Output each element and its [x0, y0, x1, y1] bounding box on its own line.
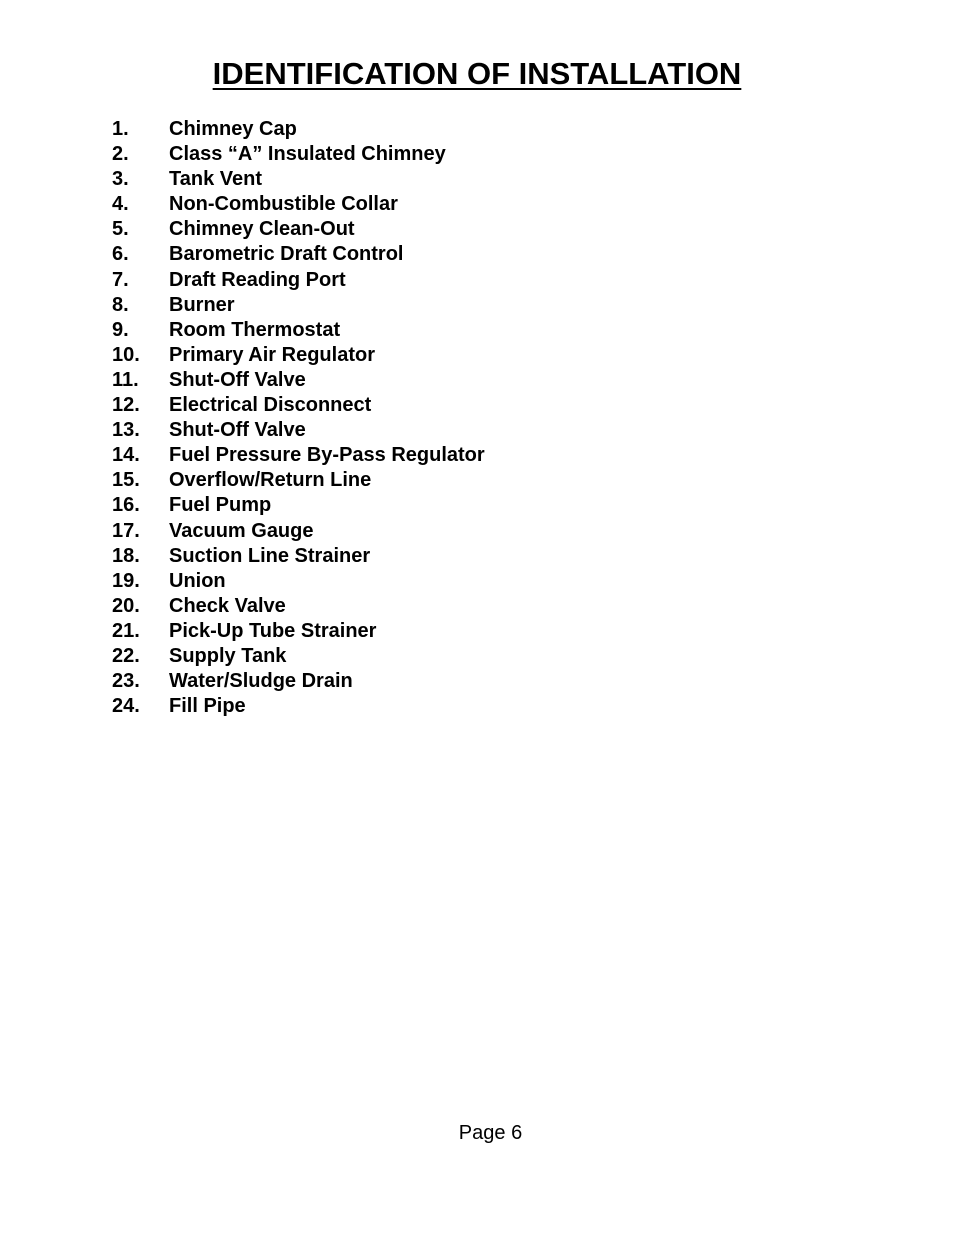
item-number: 23. [112, 670, 140, 693]
list-item [112, 443, 485, 468]
item-number: 3. [112, 168, 129, 191]
item-label: Shut-Off Valve [169, 368, 306, 391]
item-number: 7. [112, 268, 129, 291]
item-number: 8. [112, 293, 129, 316]
item-number: 17. [112, 519, 140, 542]
item-number: 18. [112, 544, 140, 567]
item-label: Shut-Off Valve [169, 419, 306, 442]
list-item [112, 167, 485, 192]
item-label: Non-Combustible Collar [169, 193, 398, 216]
page-number: Page 6 [458, 1122, 523, 1144]
list-item [112, 268, 485, 293]
item-label: Chimney Clean-Out [169, 218, 355, 241]
item-label: Vacuum Gauge [169, 519, 314, 542]
item-label: Fuel Pump [169, 494, 272, 517]
list-item [112, 393, 485, 418]
list-item [112, 619, 485, 644]
item-label: Class “A” Insulated Chimney [169, 143, 446, 166]
list-item [112, 368, 485, 393]
list-item [112, 242, 485, 267]
list-item [112, 192, 485, 217]
installation-component-list [112, 117, 485, 719]
item-number: 15. [112, 469, 140, 492]
item-number: 22. [112, 644, 140, 667]
item-label: Supply Tank [169, 644, 287, 667]
item-number: 24. [112, 695, 140, 718]
list-item [112, 493, 485, 518]
list-item [112, 519, 485, 544]
list-item [112, 694, 485, 719]
item-number: 5. [112, 218, 129, 241]
item-number: 13. [112, 419, 140, 442]
page-title: IDENTIFICATION OF INSTALLATION [212, 56, 742, 91]
item-label: Union [169, 569, 226, 592]
list-item [112, 217, 485, 242]
item-number: 2. [112, 143, 129, 166]
item-number: 1. [112, 118, 129, 140]
item-number: 4. [112, 193, 129, 216]
item-label: Check Valve [169, 594, 286, 617]
item-label: Draft Reading Port [169, 268, 346, 291]
item-number: 14. [112, 444, 140, 467]
item-label: Barometric Draft Control [169, 243, 404, 266]
item-label: Chimney Cap [169, 118, 297, 140]
list-item [112, 594, 485, 619]
list-item [112, 293, 485, 318]
item-number: 16. [112, 494, 140, 517]
item-number: 9. [112, 318, 129, 341]
list-item [112, 569, 485, 594]
item-label: Burner [169, 293, 235, 316]
list-item [112, 418, 485, 443]
item-number: 10. [112, 343, 140, 366]
item-label: Electrical Disconnect [169, 394, 372, 417]
list-item [112, 343, 485, 368]
item-label: Room Thermostat [169, 318, 341, 341]
item-number: 20. [112, 594, 140, 617]
list-item [112, 142, 485, 167]
list-item [112, 318, 485, 343]
item-label: Tank Vent [169, 168, 262, 191]
item-label: Pick-Up Tube Strainer [169, 619, 377, 642]
list-item [112, 669, 485, 694]
item-label: Fill Pipe [169, 695, 246, 718]
item-number: 21. [112, 619, 140, 642]
list-item [112, 544, 485, 569]
item-label: Fuel Pressure By-Pass Regulator [169, 444, 485, 467]
item-label: Suction Line Strainer [169, 544, 371, 567]
item-label: Overflow/Return Line [169, 469, 372, 492]
list-item [112, 468, 485, 493]
item-number: 6. [112, 243, 129, 266]
item-number: 19. [112, 569, 140, 592]
item-number: 11. [112, 368, 139, 391]
list-item [112, 644, 485, 669]
item-number: 12. [112, 394, 140, 417]
list-item [112, 117, 485, 142]
item-label: Water/Sludge Drain [169, 670, 353, 693]
item-label: Primary Air Regulator [169, 343, 375, 366]
